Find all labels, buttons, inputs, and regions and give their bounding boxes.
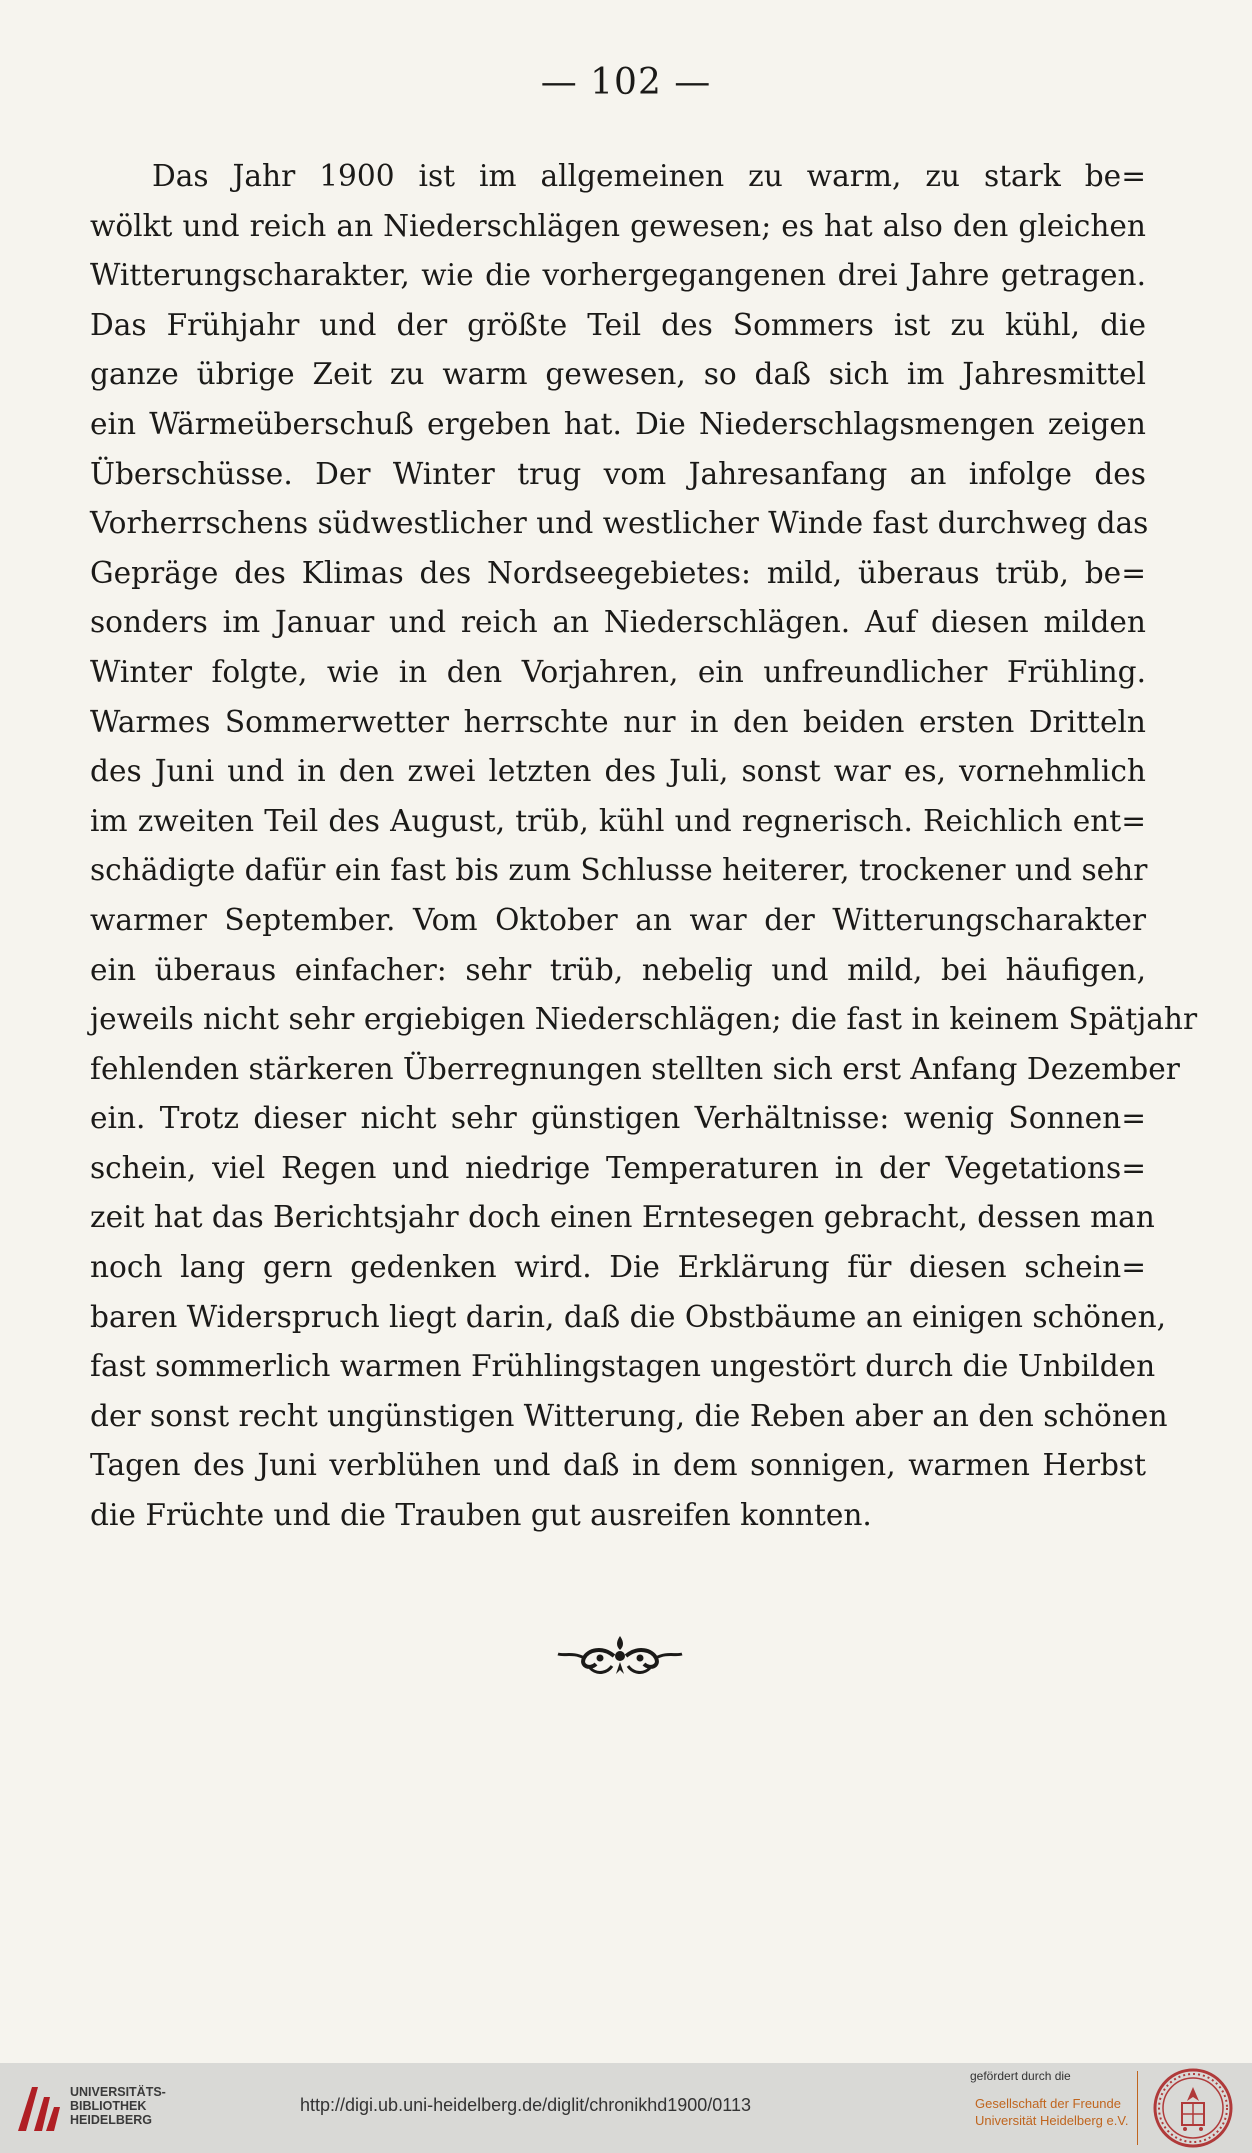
text-line: im zweiten Teil des August, trüb, kühl und regnerisch. Reichlich ent= — [90, 803, 1146, 838]
library-name-line: HEIDELBERG — [70, 2113, 152, 2127]
text-line: ganze übrige Zeit zu warm gewesen, so daß sich im Jahresmittel — [90, 357, 1146, 392]
text-line: Vorherrschens südwestlicher und westlicher Winde fast durchweg das — [90, 506, 1149, 541]
text-line: ein Wärmeüberschuß ergeben hat. Die Niederschlagsmengen zeigen — [90, 406, 1146, 441]
text-line: fehlenden stärkeren Überregnungen stellten sich erst Anfang Dezember — [90, 1051, 1180, 1086]
text-line: schädigte dafür ein fast bis zum Schlusse heiterer, trockener und sehr — [90, 853, 1148, 888]
university-seal-icon — [1152, 2067, 1234, 2149]
text-line: des Juni und in den zwei letzten des Juli, sonst war es, vornehmlich — [90, 754, 1146, 789]
text-line: jeweils nicht sehr ergiebigen Niederschlägen; die fast in keinem Spätjahr — [90, 1002, 1198, 1037]
page-number: — 102 — — [540, 62, 712, 103]
permalink-url[interactable]: http://digi.ub.uni-heidelberg.de/diglit/chronikhd1900/0113 — [300, 2095, 751, 2115]
text-line: noch lang gern gedenken wird. Die Erklärung für diesen schein= — [90, 1250, 1146, 1285]
text-line: ein. Trotz dieser nicht sehr günstigen Verhältnisse: wenig Sonnen= — [90, 1101, 1146, 1136]
library-name-line: BIBLIOTHEK — [70, 2099, 147, 2113]
text-line: Witterungscharakter, wie die vorhergegangenen drei Jahre getragen. — [90, 258, 1146, 293]
text-line: Gepräge des Klimas des Nordseegebietes: mild, überaus trüb, be= — [90, 555, 1146, 590]
text-line: Tagen des Juni verblühen und daß in dem sonnigen, warmen Herbst — [90, 1448, 1146, 1483]
text-line: Das Frühjahr und der größte Teil des Sommers ist zu kühl, die — [90, 307, 1146, 342]
text-line: die Früchte und die Trauben gut ausreifen konnten. — [90, 1498, 872, 1533]
text-line: Winter folgte, wie in den Vorjahren, ein unfreundlicher Frühling. — [90, 654, 1146, 689]
text-line: ein überaus einfacher: sehr trüb, nebelig und mild, bei häufigen, — [90, 952, 1146, 987]
body-text — [90, 152, 1198, 1541]
sponsor-name-line: Gesellschaft der Freunde — [975, 2096, 1121, 2111]
sponsor-name — [975, 2095, 1128, 2129]
text-line: der sonst recht ungünstigen Witterung, die Reben aber an den schönen — [90, 1398, 1168, 1433]
text-line: zeit hat das Berichtsjahr doch einen Erntesegen gebracht, dessen man — [90, 1200, 1155, 1235]
text-line: schein, viel Regen und niedrige Temperaturen in der Vegetations= — [90, 1150, 1146, 1185]
ornament-vignette-icon — [550, 1628, 690, 1688]
text-line: sonders im Januar und reich an Niederschlägen. Auf diesen milden — [90, 605, 1146, 640]
footer-divider — [1137, 2071, 1138, 2145]
library-name-line: UNIVERSITÄTS- — [70, 2085, 166, 2099]
text-line: Das Jahr 1900 ist im allgemeinen zu warm, zu stark be= — [152, 159, 1146, 193]
text-line: Überschüsse. Der Winter trug vom Jahresanfang an infolge des — [90, 456, 1146, 491]
text-line: baren Widerspruch liegt darin, daß die Obstbäume an einigen schönen, — [90, 1299, 1167, 1334]
library-logo-icon — [12, 2079, 64, 2137]
library-name — [70, 2085, 166, 2127]
text-line: Warmes Sommerwetter herrschte nur in den beiden ersten Dritteln — [90, 704, 1146, 739]
sponsor-label: gefördert durch die — [970, 2069, 1071, 2083]
digitization-footer — [0, 2063, 1252, 2153]
text-line: warmer September. Vom Oktober an war der Witterungscharakter — [90, 902, 1146, 937]
text-line: fast sommerlich warmen Frühlingstagen ungestört durch die Unbilden — [90, 1349, 1156, 1384]
sponsor-name-line: Universität Heidelberg e.V. — [975, 2113, 1129, 2128]
text-line: wölkt und reich an Niederschlägen gewesen; es hat also den gleichen — [90, 208, 1146, 243]
